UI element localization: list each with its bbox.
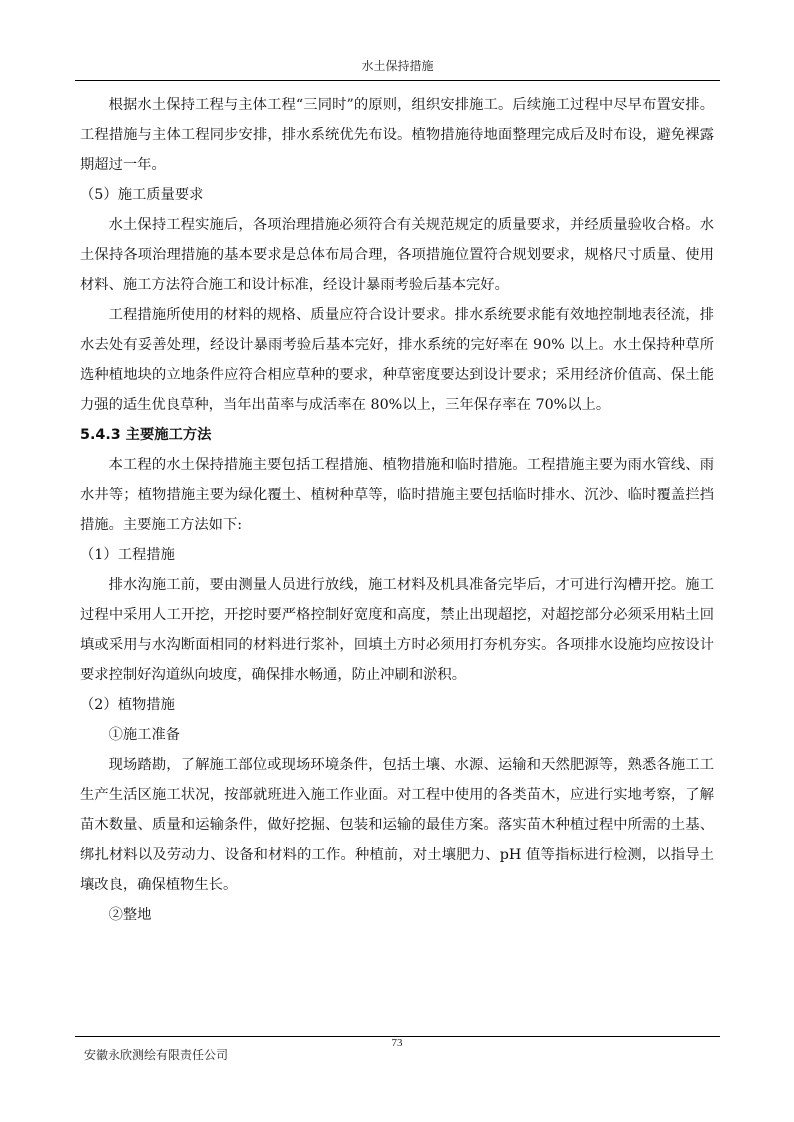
header-rule [75, 80, 720, 81]
footer-company: 安徽永欣测绘有限责任公司 [84, 1048, 229, 1062]
paragraph: 工程措施所使用的材料的规格、质量应符合设计要求。排水系统要求能有效地控制地表径流，排水去处有妥善处理，经设计暴雨考验后基本完好，排水系统的完好率在 90% 以上。水土保持种草所选种植地块的立地条件应符合相应草种的要求，种草密度要达到设计要求；采用经济价值高、保土能力强的适生优良草种，当年出苗率与成活率在 80%以上，三年保存率在 70%以上。 [80, 307, 714, 413]
subsection-label: ①施工准备 [108, 727, 181, 743]
paragraph: 排水沟施工前，要由测量人员进行放线，施工材料及机具准备完毕后，才可进行沟槽开挖。施工过程中采用人工开挖，开挖时要严格控制好宽度和高度，禁止出现超挖，对超挖部分必须采用粘土回填或采用与水沟断面相同的材料进行浆补，回填土方时必须用打夯机夯实。各项排水设施均应按设计要求控制好沟道纵向坡度，确保排水畅通，防止冲刷和淤积。 [80, 577, 714, 683]
document-body [80, 90, 714, 930]
paragraph: 水土保持工程实施后，各项治理措施必须符合有关规范规定的质量要求，并经质量验收合格。水土保持各项治理措施的基本要求是总体布局合理，各项措施位置符合规划要求，规格尺寸质量、使用材料、施工方法符合施工和设计标准，经设计暴雨考验后基本完好。 [80, 217, 714, 293]
paragraph: 现场踏勘，了解施工部位或现场环境条件，包括土壤、水源、运输和天然肥源等，熟悉各施工工生产生活区施工状况，按部就班进入施工作业面。对工程中使用的各类苗木，应进行实地考察，了解苗木数量、质量和运输条件，做好挖掘、包装和运输的最佳方案。落实苗木种植过程中所需的土基、绑扎材料以及劳动力、设备和材料的工作。种植前，对土壤肥力、pH 值等指标进行检测，以指导土壤改良，确保植物生长。 [80, 757, 714, 893]
page-number: 73 [391, 1037, 403, 1049]
section-label: （2）植物措施 [80, 697, 175, 713]
paragraph: 根据水土保持工程与主体工程“三同时”的原则，组织安排施工。后续施工过程中尽早布置安排。工程措施与主体工程同步安排，排水系统优先布设。植物措施待地面整理完成后及时布设，避免裸露期超过一年。 [80, 97, 714, 173]
paragraph: 本工程的水土保持措施主要包括工程措施、植物措施和临时措施。工程措施主要为雨水管线、雨水井等；植物措施主要为绿化覆土、植树种草等，临时措施主要包括临时排水、沉沙、临时覆盖拦挡措施。主要施工方法如下: [80, 457, 714, 533]
page-header-title: 水土保持措施 [361, 59, 434, 73]
section-heading: 5.4.3 主要施工方法 [80, 427, 212, 443]
section-label: （5）施工质量要求 [80, 187, 204, 203]
section-label: （1）工程措施 [80, 547, 175, 563]
subsection-label: ②整地 [108, 907, 152, 923]
